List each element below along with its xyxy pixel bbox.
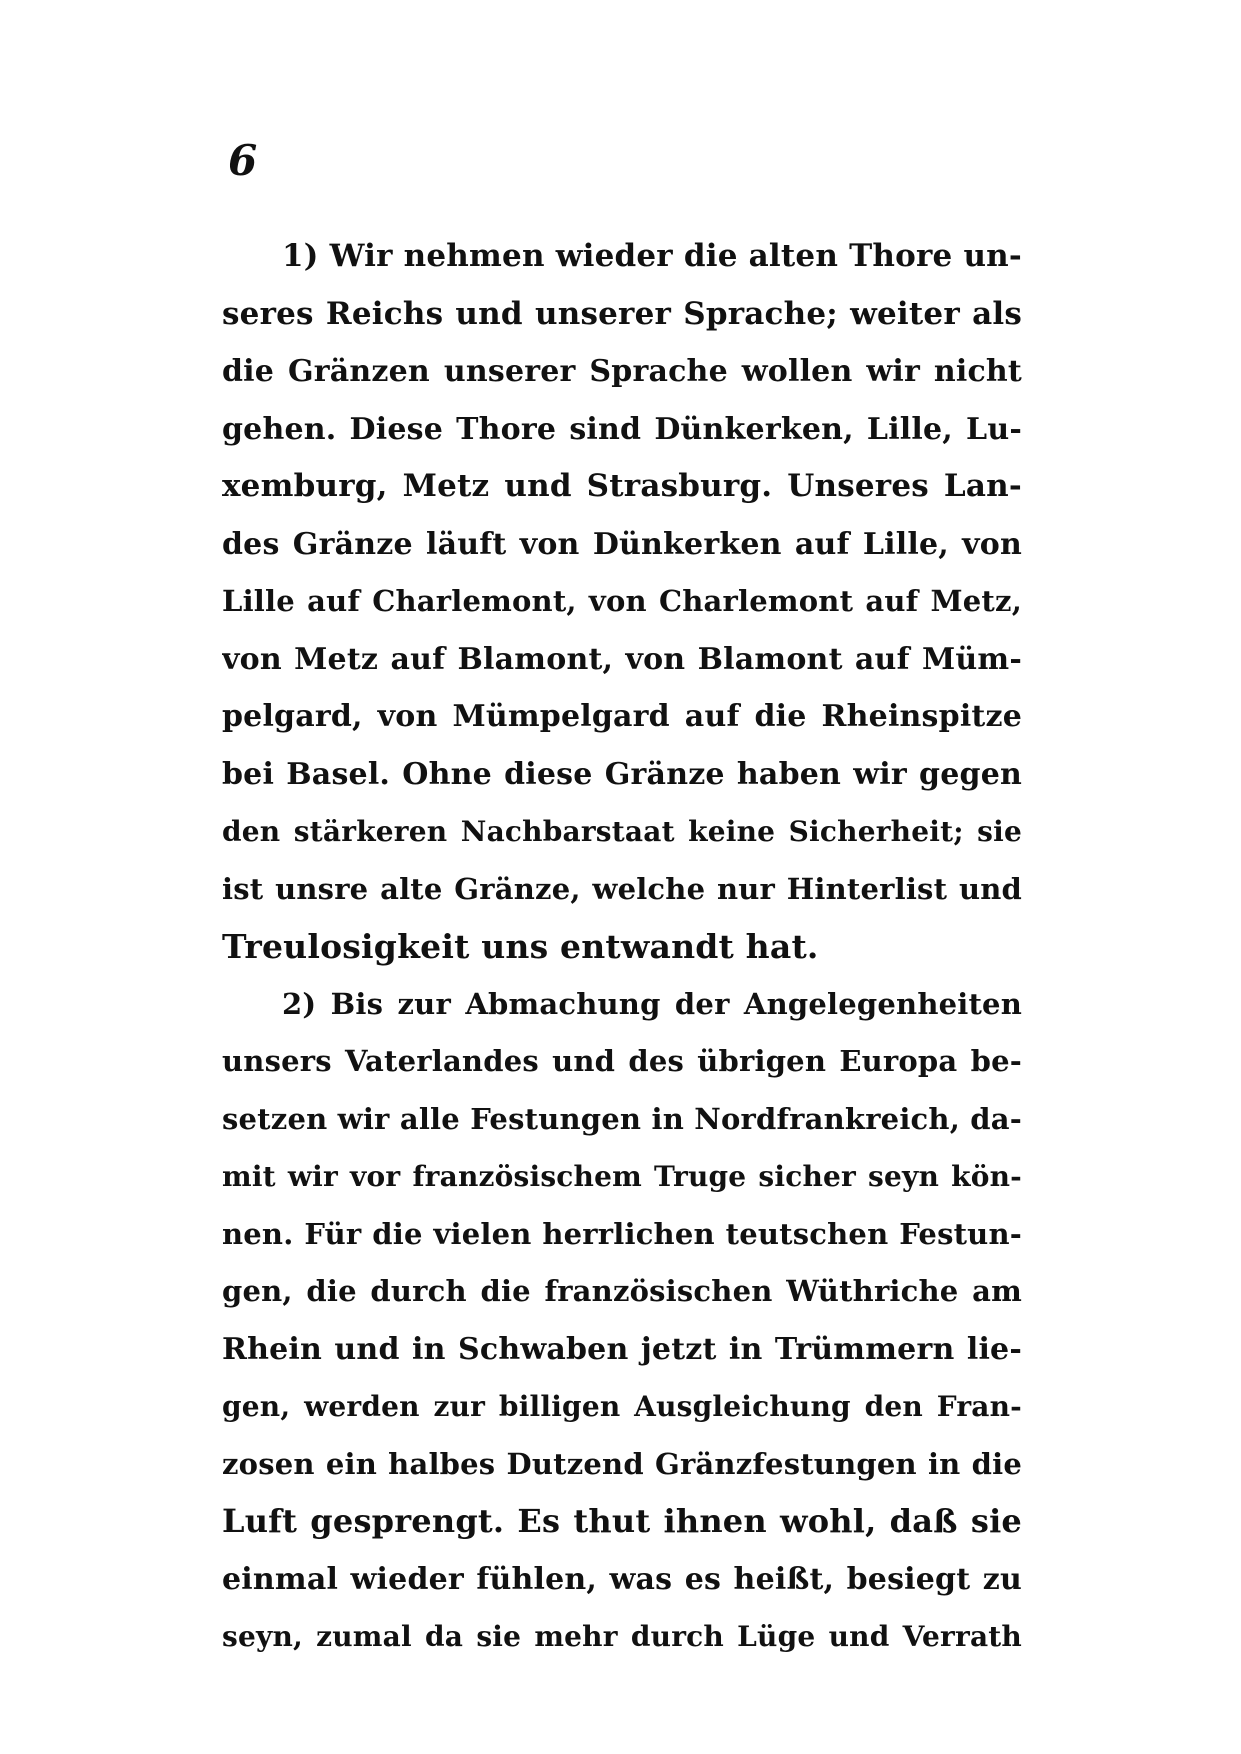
text-line: seres Reichs und unserer Sprache; weiter als (222, 295, 1022, 332)
text-line: pelgard, von Mümpelgard auf die Rheinspitze (222, 699, 1022, 734)
text-line: die Gränzen unserer Sprache wollen wir nicht (222, 354, 1022, 389)
text-line: setzen wir alle Festungen in Nordfrankreich, da- (222, 1101, 1022, 1136)
text-line: des Gränze läuft von Dünkerken auf Lille, von (222, 526, 1022, 562)
text-line: 2) Bis zur Abmachung der Angelegenheiten (282, 986, 1022, 1021)
text-line: einmal wieder fühlen, was es heißt, besiegt zu (222, 1561, 1022, 1597)
body-text (222, 228, 1022, 1666)
text-line: von Metz auf Blamont, von Blamont auf Müm- (222, 641, 1022, 677)
text-line: xemburg, Metz und Strasburg. Unseres Lan- (222, 468, 1022, 504)
text-line: den stärkeren Nachbarstaat keine Sicherheit; sie (222, 815, 1022, 848)
text-line: zosen ein halbes Dutzend Gränzfestungen in die (222, 1446, 1022, 1481)
text-line: gehen. Diese Thore sind Dünkerken, Lille, Lu- (222, 411, 1022, 447)
text-line: unsers Vaterlandes und des übrigen Europa be- (222, 1044, 1022, 1078)
text-line: mit wir vor französischem Truge sicher seyn kön- (222, 1160, 1022, 1193)
text-line: ist unsre alte Gränze, welche nur Hinterlist und (222, 871, 1022, 906)
text-line: bei Basel. Ohne diese Gränze haben wir gegen (222, 756, 1022, 792)
paragraph-1 (222, 228, 1022, 976)
text-line: Rhein und in Schwaben jetzt in Trümmern lie- (222, 1331, 1022, 1367)
text-line: Lille auf Charlemont, von Charlemont auf Metz, (222, 584, 1022, 618)
text-line: nen. Für die vielen herrlichen teutschen Festun- (222, 1216, 1022, 1251)
text-line: 1) Wir nehmen wieder die alten Thore un- (282, 238, 1022, 274)
text-line: gen, die durch die französischen Wüthriche am (222, 1274, 1022, 1308)
text-line: Treulosigkeit uns entwandt hat. (222, 927, 819, 966)
text-line: seyn, zumal da sie mehr durch Lüge und Verrath (222, 1620, 1022, 1653)
paragraph-2 (222, 976, 1022, 1666)
text-line: gen, werden zur billigen Ausgleichung den Fran- (222, 1390, 1022, 1423)
page-number: 6 (228, 136, 258, 185)
text-line: Luft gesprengt. Es thut ihnen wohl, daß sie (222, 1502, 1022, 1540)
